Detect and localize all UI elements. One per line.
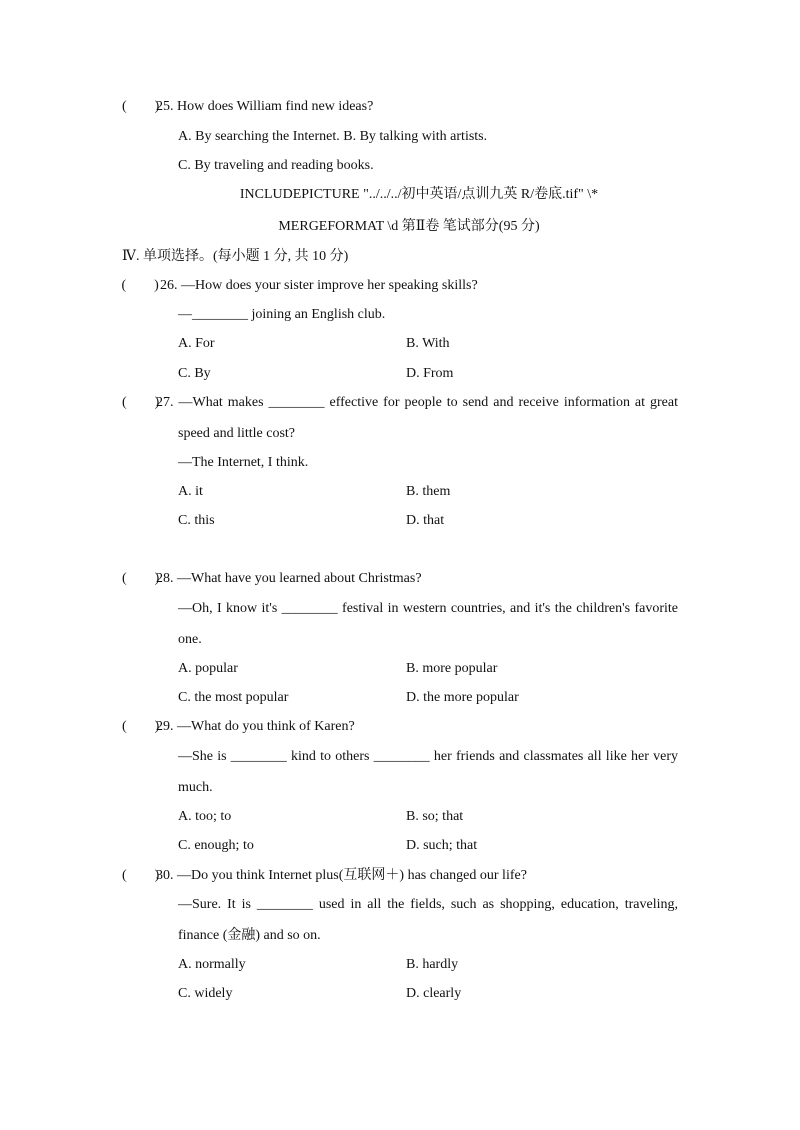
q27-option-b: B. them bbox=[406, 484, 451, 499]
q30-option-b: B. hardly bbox=[406, 957, 459, 972]
q29-answer: —She is ________ kind to others ________ her friends and classmates all like her very bbox=[178, 749, 678, 764]
q27-answer-paren: ( ) bbox=[122, 395, 160, 410]
q27-stem-cont: speed and little cost? bbox=[178, 426, 296, 441]
q25-option-c: C. By traveling and reading books. bbox=[178, 158, 374, 173]
q29-option-d: D. such; that bbox=[406, 838, 478, 853]
q25-answer-paren: ( ) bbox=[122, 99, 160, 114]
q29-option-b: B. so; that bbox=[406, 809, 464, 824]
q29-option-a: A. too; to bbox=[178, 809, 232, 824]
q30-option-d: D. clearly bbox=[406, 986, 462, 1001]
q26-option-d: D. From bbox=[406, 366, 454, 381]
q28-answer: —Oh, I know it's ________ festival in western countries, and it's the children's favorite bbox=[178, 601, 678, 616]
q26-answer: —________ joining an English club. bbox=[178, 307, 386, 322]
q29-answer-paren: ( ) bbox=[122, 719, 160, 734]
q28-stem: 28. —What have you learned about Christmas? bbox=[156, 571, 422, 586]
q25-options-ab: A. By searching the Internet. B. By talking with artists. bbox=[178, 129, 488, 144]
q27-stem: 27. —What makes ________ effective for people to send and receive information at great bbox=[156, 395, 678, 410]
q27-option-a: A. it bbox=[178, 484, 203, 499]
q27-option-d: D. that bbox=[406, 513, 445, 528]
q28-answer-paren: ( ) bbox=[122, 571, 160, 586]
q28-option-a: A. popular bbox=[178, 661, 238, 676]
q28-answer-cont: one. bbox=[178, 632, 202, 647]
q30-option-a: A. normally bbox=[178, 957, 246, 972]
field-code-line1: INCLUDEPICTURE "../../../初中英语/点训九英 R/卷底.tif" \* bbox=[239, 187, 599, 202]
section-heading: Ⅳ. 单项选择。(每小题 1 分, 共 10 分) bbox=[122, 249, 349, 264]
q25-stem: 25. How does William find new ideas? bbox=[156, 99, 374, 114]
q30-answer-cont: finance (金融) and so on. bbox=[178, 928, 321, 943]
q28-option-b: B. more popular bbox=[406, 661, 498, 676]
q29-option-c: C. enough; to bbox=[178, 838, 254, 853]
q30-stem: 30. —Do you think Internet plus(互联网＋) has changed our life? bbox=[156, 868, 527, 883]
q27-answer: —The Internet, I think. bbox=[178, 455, 309, 470]
q30-option-c: C. widely bbox=[178, 986, 233, 1001]
q28-option-d: D. the more popular bbox=[406, 690, 519, 705]
q26-option-b: B. With bbox=[406, 336, 450, 351]
q29-answer-cont: much. bbox=[178, 780, 213, 795]
q26-option-a: A. For bbox=[178, 336, 215, 351]
q30-answer: —Sure. It is ________ used in all the fields, such as shopping, education, traveling, bbox=[178, 897, 678, 912]
q30-answer-paren: ( ) bbox=[122, 868, 160, 883]
q28-option-c: C. the most popular bbox=[178, 690, 289, 705]
q29-stem: 29. —What do you think of Karen? bbox=[156, 719, 355, 734]
q26-answer-paren: ( ) bbox=[118, 278, 159, 293]
field-code-line2: MERGEFORMAT \d 第Ⅱ卷 笔试部分(95 分) bbox=[278, 219, 540, 234]
q26-option-c: C. By bbox=[178, 366, 211, 381]
q26-stem: 26. —How does your sister improve her speaking skills? bbox=[160, 278, 478, 293]
q27-option-c: C. this bbox=[178, 513, 215, 528]
